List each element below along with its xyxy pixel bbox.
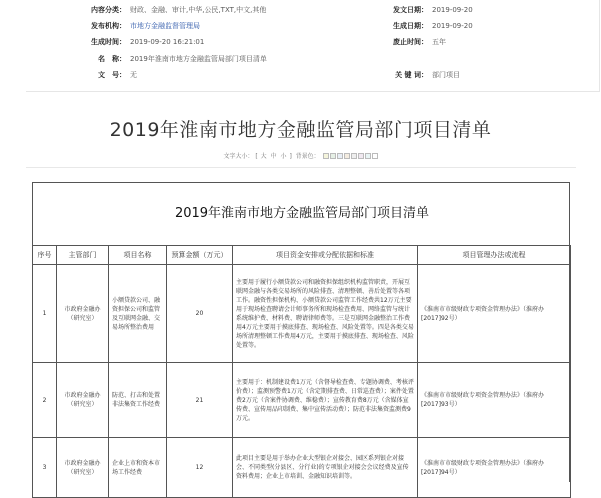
table-row bbox=[33, 438, 571, 498]
bracket-open-icon: [ bbox=[255, 153, 258, 160]
header-dept: 主管部门 bbox=[57, 246, 109, 265]
bg-color-swatch-7[interactable] bbox=[365, 153, 371, 159]
meta-topic-label: 内容分类： bbox=[91, 6, 126, 14]
meta-keyword-value: 部门项目 bbox=[432, 71, 460, 79]
meta-name-label: 名 称： bbox=[98, 55, 126, 63]
meta-expire-label: 废止时间： bbox=[393, 38, 428, 46]
meta-expire-value: 五年 bbox=[432, 38, 446, 46]
cell-basis: 此项目主要是用于举办企业大型银企对接会、园区系列银企对接会、不同类型(分县区、分行业)的专项银企对接会会议经费及宣传资料费用；企业上市培训、金融知识培训等。 bbox=[233, 438, 418, 498]
bg-color-swatches bbox=[322, 153, 378, 160]
meta-docno-label: 文 号： bbox=[98, 71, 126, 79]
cell-method: 《淮南市市级财政专项资金管理办法》（淮府办[2017]93号） bbox=[418, 363, 571, 438]
bg-color-swatch-3[interactable] bbox=[337, 153, 343, 159]
meta-issue-date-label: 发文日期： bbox=[393, 6, 428, 14]
bg-color-swatch-5[interactable] bbox=[351, 153, 357, 159]
cell-no: 1 bbox=[33, 265, 57, 363]
bg-color-swatch-2[interactable] bbox=[330, 153, 336, 159]
bracket-close-icon: ] bbox=[289, 153, 292, 160]
cell-amount: 21 bbox=[167, 363, 233, 438]
bg-color-swatch-1[interactable] bbox=[323, 153, 329, 159]
meta-gen-date-label: 生成日期： bbox=[393, 22, 428, 30]
meta-name-value: 2019年淮南市地方金融监管局部门项目清单 bbox=[130, 55, 267, 63]
table-header-row bbox=[33, 246, 571, 265]
page-title: 2019年淮南市地方金融监管局部门项目清单 bbox=[109, 119, 492, 141]
meta-org-label: 发布机构： bbox=[91, 22, 126, 30]
header-basis: 项目资金安排或分配依据和标准 bbox=[233, 246, 418, 265]
meta-org bbox=[78, 21, 200, 31]
font-size-small-button[interactable]: 小 bbox=[280, 153, 287, 160]
meta-issue-date bbox=[388, 5, 473, 15]
title-divider bbox=[26, 167, 576, 168]
meta-created bbox=[78, 37, 204, 47]
meta-docno-value: 无 bbox=[130, 71, 137, 79]
table-row bbox=[33, 265, 571, 363]
bg-color-swatch-6[interactable] bbox=[358, 153, 364, 159]
project-table bbox=[32, 245, 571, 498]
cell-dept: 市政府金融办（研究室） bbox=[57, 265, 109, 363]
meta-keyword-label: 关 键 词： bbox=[395, 71, 428, 79]
font-size-toolbar bbox=[0, 151, 601, 160]
font-size-medium-button[interactable]: 中 bbox=[270, 153, 277, 160]
cell-basis: 主要用于：机制建设费1万元（含督导检查费、专题协调费、考核评价费）；监测预警费1万元（含定期排查费、日常巡查费）；案件处置费2万元（含案件协调费、维稳费）；宣传教育费8万元（含媒体宣传费、宣传用品印制费、集中宣传活动费）；防范非法集资监测费9万元。 bbox=[233, 363, 418, 438]
cell-method: 《淮南市市级财政专项资金管理办法》（淮府办[2017]92号） bbox=[418, 265, 571, 363]
cell-no: 3 bbox=[33, 438, 57, 498]
meta-issue-date-value: 2019-09-20 bbox=[432, 6, 473, 14]
meta-keyword bbox=[388, 70, 460, 80]
font-size-label: 文字大小： bbox=[223, 153, 254, 160]
cell-dept: 市政府金融办（研究室） bbox=[57, 438, 109, 498]
meta-created-label: 生成时间： bbox=[91, 38, 126, 46]
meta-created-value: 2019-09-20 16:21:01 bbox=[130, 38, 205, 46]
bg-color-swatch-4[interactable] bbox=[344, 153, 350, 159]
cell-name: 小额贷款公司、融资担保公司和监管及互联网金融、交易场所整治费用 bbox=[109, 265, 167, 363]
cell-method: 《淮南市市级财政专项资金管理办法》（淮府办[2017]94号） bbox=[418, 438, 571, 498]
bg-color-label: 背景色： bbox=[295, 153, 320, 160]
meta-docno bbox=[78, 70, 137, 80]
meta-gen-date bbox=[388, 21, 473, 31]
meta-org-value[interactable]: 市地方金融监督管理局 bbox=[130, 22, 200, 30]
cell-dept: 市政府金融办（研究室） bbox=[57, 363, 109, 438]
cell-name: 企业上市和资本市场工作经费 bbox=[109, 438, 167, 498]
header-amount: 预算金额（万元） bbox=[167, 246, 233, 265]
header-name: 项目名称 bbox=[109, 246, 167, 265]
table-row bbox=[33, 363, 571, 438]
cell-basis: 主要用于履行小额贷款公司和融资担保组织机构监管职责，开展互联网金融与各类交易场所的风险排查、清理整顿、善后处置等各项工作。融资性担保机构、小额贷款公司监管工作经费共12万元主要用于现场检查聘请会计师事务所和现场检查费用、网络监管与统计系统维护费、材料费、聘请律师费等。三是互联网金融整治工作费用4万元主要用于摸底排查、现场检查、风险处置等。四是各类交易场所清理整顿工作费用4万元，主要用于摸底排查、现场检查、风险处置等。 bbox=[233, 265, 418, 363]
document-metadata-panel bbox=[26, 0, 600, 92]
meta-expire bbox=[388, 37, 446, 47]
header-method: 项目管理办法或流程 bbox=[418, 246, 571, 265]
bg-color-swatch-8[interactable] bbox=[372, 153, 378, 159]
cell-amount: 12 bbox=[167, 438, 233, 498]
document-title: 2019年淮南市地方金融监管局部门项目清单 bbox=[174, 206, 430, 221]
font-size-large-button[interactable]: 大 bbox=[260, 153, 267, 160]
header-no: 序号 bbox=[33, 246, 57, 265]
cell-amount: 20 bbox=[167, 265, 233, 363]
meta-topic bbox=[78, 5, 266, 15]
meta-topic-value: 财政、金融、审计,中华,公民,TXT,中文,其他 bbox=[130, 6, 267, 14]
cell-name: 防范、打击和处置非法集资工作经费 bbox=[109, 363, 167, 438]
meta-name bbox=[78, 54, 267, 64]
meta-gen-date-value: 2019-09-20 bbox=[432, 22, 473, 30]
cell-no: 2 bbox=[33, 363, 57, 438]
